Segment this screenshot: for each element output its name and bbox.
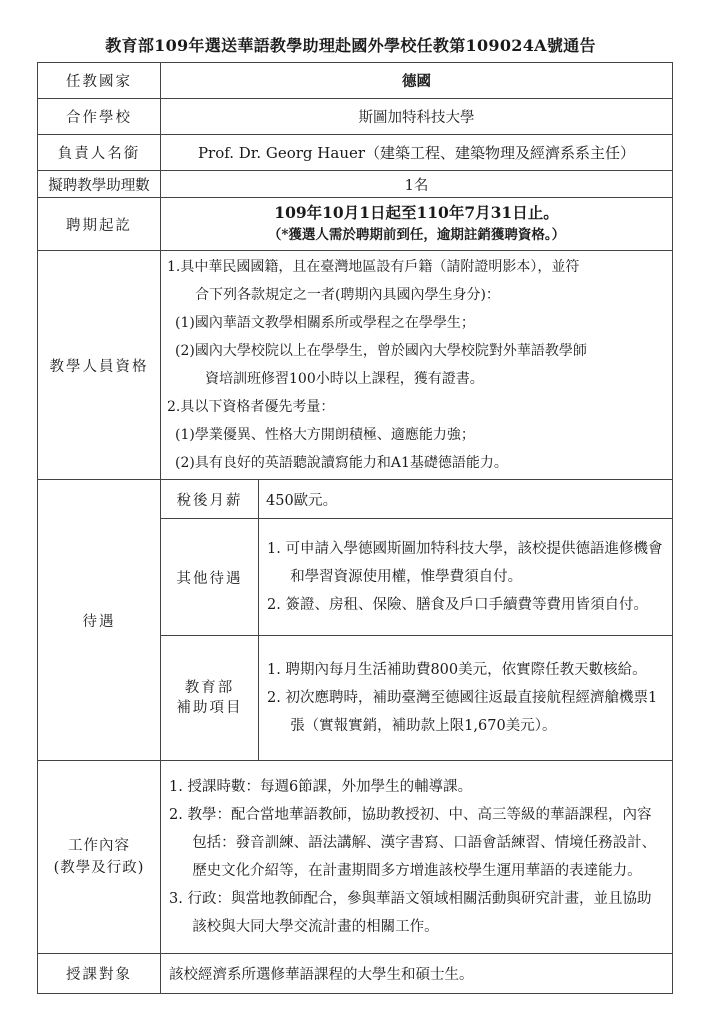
period-note: （*獲選人需於聘期前到任，逾期註銷獲聘資格。） xyxy=(267,227,566,243)
qualification-line: (2)具有良好的英語聽說讀寫能力和A1基礎德語能力。 xyxy=(175,455,508,471)
qualification-line: (1)國內華語文教學相關系所或學程之在學學生； xyxy=(175,315,475,331)
label-moe-line2: 補助項目 xyxy=(176,700,243,716)
row-audience xyxy=(38,954,673,994)
row-contact xyxy=(38,135,673,171)
other-benefits-list xyxy=(259,519,673,636)
label-period: 聘期起訖 xyxy=(38,198,161,251)
moe-subsidy-item: 1. 聘期內每月生活補助費800美元，依實際任教天數核給。 xyxy=(267,662,647,678)
qualification-line: 資培訓班修習100小時以上課程，獲有證書。 xyxy=(205,371,484,387)
moe-subsidy-item: 2. 初次應聘時，補助臺灣至德國往返最直接航程經濟艙機票1張（實報實銷，補助款上限1,670美元）。 xyxy=(267,690,658,734)
label-benefits: 待遇 xyxy=(38,480,161,761)
duty-item: 1. 授課時數：每週6節課，外加學生的輔導課。 xyxy=(169,779,473,795)
value-contact: Prof. Dr. Georg Hauer（建築工程、建築物理及經濟系系主任） xyxy=(161,135,673,171)
label-moe-subsidy xyxy=(161,636,259,761)
qualification-line: (2)國內大學校院以上在學學生，曾於國內大學校院對外華語教學師 xyxy=(175,343,587,359)
label-school: 合作學校 xyxy=(38,99,161,135)
row-salary xyxy=(38,480,673,519)
label-other-benefits: 其他待遇 xyxy=(161,519,259,636)
label-qualifications: 教學人員資格 xyxy=(38,251,161,480)
row-school xyxy=(38,99,673,135)
value-count: 1名 xyxy=(161,171,673,198)
qualification-line: 2.具以下資格者優先考量： xyxy=(167,399,335,415)
duty-item: 2. 教學：配合當地華語教師，協助教授初、中、高三等級的華語課程，內容包括：發音訓練、語法講解、漢字書寫、口語會話練習、情境任務設計、歷史文化介紹等，在計畫期間多方增進該校學生運用華語的表達能力。 xyxy=(169,807,657,879)
row-duties xyxy=(38,761,673,954)
qualifications-list xyxy=(161,251,673,480)
moe-subsidy-list xyxy=(259,636,673,761)
document-title: 教育部109年選送華語教學助理赴國外學校任教第109024A號通告 xyxy=(105,36,596,55)
qualification-line: 1.具中華民國國籍，且在臺灣地區設有戶籍（請附證明影本），並符 xyxy=(167,259,580,275)
row-qualifications xyxy=(38,251,673,480)
period-dates: 109年10月1日起至110年7月31日止。 xyxy=(274,203,559,222)
label-count: 擬聘教學助理數 xyxy=(38,171,161,198)
row-count xyxy=(38,171,673,198)
label-duties-line1: 工作內容 xyxy=(68,838,130,854)
qualification-line: 合下列各款規定之一者(聘期內具國內學生身分)： xyxy=(195,287,500,303)
qualification-line: (1)學業優異、性格大方開朗積極、適應能力強； xyxy=(175,427,475,443)
label-duties-line2: (教學及行政) xyxy=(53,860,145,876)
duty-item: 3. 行政：與當地教師配合，參與華語文領域相關活動與研究計畫，並且協助該校與大同大學交流計畫的相關工作。 xyxy=(169,891,652,935)
value-period xyxy=(161,198,673,251)
label-salary: 稅後月薪 xyxy=(161,480,259,519)
other-benefit-item: 2. 簽證、房租、保險、膳食及戶口手續費等費用皆須自付。 xyxy=(267,597,648,613)
label-contact: 負責人名銜 xyxy=(38,135,161,171)
label-duties xyxy=(38,761,161,954)
row-country xyxy=(38,63,673,99)
label-audience: 授課對象 xyxy=(38,954,161,994)
row-period xyxy=(38,198,673,251)
value-audience: 該校經濟系所選修華語課程的大學生和碩士生。 xyxy=(161,954,673,994)
notice-table xyxy=(37,62,673,994)
value-school: 斯圖加特科技大學 xyxy=(161,99,673,135)
value-country: 德國 xyxy=(161,63,673,99)
label-moe-line1: 教育部 xyxy=(184,680,235,696)
value-salary: 450歐元。 xyxy=(259,480,673,519)
label-country: 任教國家 xyxy=(38,63,161,99)
duties-list xyxy=(161,761,673,954)
other-benefit-item: 1. 可申請入學德國斯圖加特科技大學，該校提供德語進修機會和學習資源使用權，惟學費須自付。 xyxy=(267,541,663,585)
